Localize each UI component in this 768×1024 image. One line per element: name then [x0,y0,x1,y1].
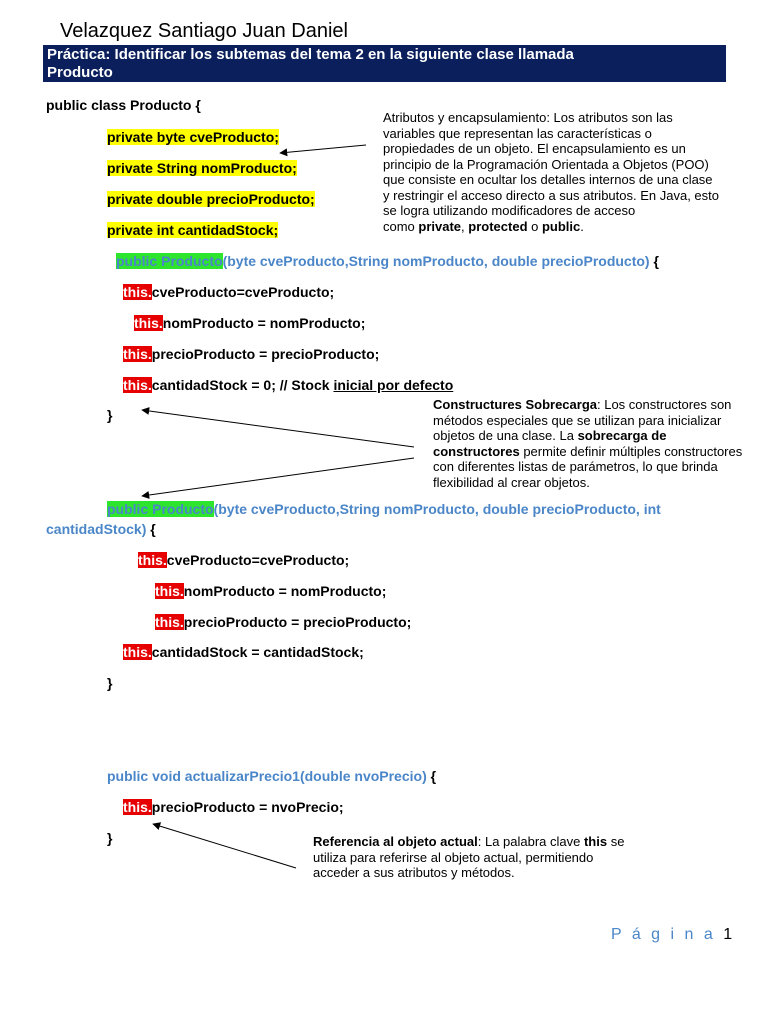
code-text: cantidadStock = 0; // Stock [151,377,334,393]
title-line-2: Producto [47,64,113,81]
method-signature-text: public void actualizarPrecio1(double nvoPrecio) [107,768,427,784]
note-text: permite definir múltiples constructores [519,443,743,459]
this-keyword: this. [123,346,152,362]
code-text: precioProducto = nvoPrecio; [151,799,344,815]
code-text: precioProducto = precioProducto; [151,346,380,362]
brace-close: } [107,675,113,691]
note-line: flexibilidad al crear objetos. [433,474,590,490]
note-line: principio de la Programación Orientada a Objetos (POO) [383,156,709,172]
attribute-text: private int cantidadStock; [107,222,279,238]
constructor-keyword: public Producto [107,501,214,517]
constructor-params: (byte cveProducto,String nomProducto, double precioProducto, int [213,501,661,517]
page-footer [611,926,732,944]
this-keyword: this. [123,644,152,660]
note-line: que consiste en ocultar los detalles internos de una clase [383,172,713,187]
note-line: Atributos y encapsulamiento: Los atributos son las [383,110,673,125]
keyword-this: this [583,834,608,849]
code-text: cveProducto=cveProducto; [166,552,350,568]
note-heading: Referencia al objeto actual [313,834,478,849]
code-text: cveProducto=cveProducto; [151,284,335,300]
brace-close: } [107,830,113,846]
note-line: y restringir el acceso directo a sus atributos. En Java, esto [383,187,719,203]
arrow-to-attributes [280,145,366,153]
title-line-1: Práctica: Identificar los subtemas del tema 2 en la siguiente clase llamada [47,46,574,63]
note-line: se logra utilizando modificadores de acceso [383,203,636,218]
note-text: , [461,218,469,234]
constructor-params: (byte cveProducto,String nomProducto, double precioProducto) [222,253,650,269]
code-text: cantidadStock = cantidadStock; [151,644,364,660]
this-keyword: this. [123,799,152,815]
page-label: P á g i n a [611,926,716,943]
brace-open: { [649,253,659,269]
note-text: o [527,218,542,234]
note-line: acceder a sus atributos y métodos. [313,865,515,880]
this-keyword: this. [134,315,163,331]
note-line: propiedades de un objeto. El encapsulamiento es un [383,141,686,156]
attribute-text: private byte cveProducto; [107,129,279,145]
note-text: . [580,218,584,234]
this-keyword: this. [155,614,184,630]
brace-close: } [107,407,113,423]
note-line: métodos especiales que se utilizan para inicializar [433,412,722,428]
note-heading: Constructures Sobrecarga [433,397,597,412]
keyword-private: private [418,218,462,234]
keyword-public: public [541,218,581,234]
arrow-to-constructor-2 [142,458,414,496]
note-text: como [383,218,419,234]
note-text: : Los constructores son [597,397,732,412]
page-number: 1 [723,926,733,943]
brace-open: { [146,521,156,537]
code-comment-underlined: inicial por defecto [333,377,454,393]
constructor-keyword: public Producto [116,253,223,269]
brace-open: { [426,768,437,784]
arrow-to-constructor-1 [142,410,414,447]
author-name: Velazquez Santiago Juan Daniel [60,20,348,42]
note-bold: constructores [433,443,520,459]
arrow-to-this [153,824,296,868]
attribute-text: private double precioProducto; [107,191,315,207]
note-line: utiliza para referirse al objeto actual, permitiendo [313,849,594,865]
this-keyword: this. [123,284,152,300]
note-text: : La palabra clave [477,834,584,849]
this-keyword: this. [155,583,184,599]
code-text: nomProducto = nomProducto; [183,583,387,599]
note-text: objetos de una clase. La [433,428,578,443]
attribute-text: private String nomProducto; [107,160,297,176]
code-text: precioProducto = precioProducto; [183,614,412,630]
this-keyword: this. [123,377,152,393]
note-line: variables que representan las características o [383,125,652,141]
constructor-params: cantidadStock) [46,521,147,537]
note-line: con diferentes listas de parámetros, lo que brinda [433,459,718,474]
keyword-protected: protected [468,218,528,234]
code-text: nomProducto = nomProducto; [162,315,366,331]
class-declaration: public class Producto { [46,97,201,113]
note-text: se [607,834,625,849]
this-keyword: this. [138,552,167,568]
note-bold: sobrecarga de [577,428,667,443]
